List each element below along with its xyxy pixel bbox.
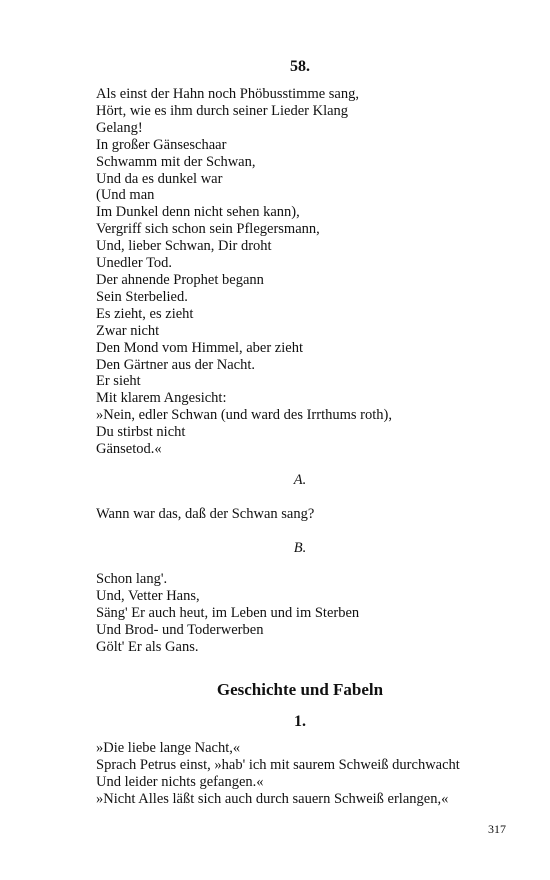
section-title: Geschichte und Fabeln bbox=[216, 680, 384, 699]
poem-line: Gelang! bbox=[96, 119, 143, 136]
poem-line: Zwar nicht bbox=[96, 322, 160, 339]
section-poem-line: »Die liebe lange Nacht,« bbox=[96, 740, 241, 756]
question-line-block bbox=[96, 506, 314, 523]
poem-line: Und, lieber Schwan, Dir droht bbox=[96, 238, 272, 255]
section-poem-line: »Nicht Alles läßt sich auch durch sauern Schweiß erlangen,« bbox=[96, 790, 449, 807]
page-number: 317 bbox=[488, 822, 506, 836]
answer-line: Schon lang'. bbox=[96, 571, 168, 587]
poem-line: Unedler Tod. bbox=[96, 255, 173, 272]
poem-line: Du stirbst nicht bbox=[96, 424, 186, 441]
poem-line: Er sieht bbox=[96, 373, 141, 390]
section-poem-lines bbox=[96, 740, 460, 808]
poem-line: Schwamm mit der Schwan, bbox=[96, 153, 256, 170]
poem-line: Im Dunkel denn nicht sehen kann), bbox=[96, 204, 300, 221]
answer-line: Gölt' Er als Gans. bbox=[96, 638, 199, 655]
poem-58-lines bbox=[96, 86, 392, 458]
answer-line: Säng' Er auch heut, im Leben und im Sterben bbox=[96, 604, 360, 621]
poem-number: 58. bbox=[290, 58, 310, 75]
poem-line: Vergriff sich schon sein Pflegersmann, bbox=[96, 221, 320, 238]
poem-line: Und da es dunkel war bbox=[96, 170, 223, 187]
poem-line: Gänsetod.« bbox=[96, 441, 162, 458]
answer-line: Und Brod- und Toderwerben bbox=[96, 621, 264, 638]
poem-line: Den Mond vom Himmel, aber zieht bbox=[96, 339, 303, 356]
poem-line: Es zieht, es zieht bbox=[96, 305, 194, 322]
poem-line: Hört, wie es ihm durch seiner Lieder Klang bbox=[96, 102, 349, 119]
poem-line: Mit klarem Angesicht: bbox=[96, 390, 227, 407]
section-poem-number: 1. bbox=[294, 713, 306, 730]
section-poem-line: Sprach Petrus einst, »hab' ich mit saurem Schweiß durchwacht bbox=[96, 756, 460, 773]
poem-line: Den Gärtner aus der Nacht. bbox=[96, 356, 256, 373]
poem-line: (Und man bbox=[96, 187, 155, 204]
poem-line: Als einst der Hahn noch Phöbusstimme sang, bbox=[96, 86, 359, 102]
speaker-b-label: B. bbox=[293, 540, 307, 556]
answer-line: Und, Vetter Hans, bbox=[96, 587, 200, 604]
question-line: Wann war das, daß der Schwan sang? bbox=[96, 506, 315, 522]
poem-line: »Nein, edler Schwan (und ward des Irrthums roth), bbox=[96, 407, 392, 424]
section-poem-line: Und leider nichts gefangen.« bbox=[96, 773, 264, 790]
answer-lines bbox=[96, 571, 359, 656]
poem-line: Sein Sterbelied. bbox=[96, 288, 188, 305]
poem-line: In großer Gänseschaar bbox=[96, 136, 227, 153]
poem-line: Der ahnende Prophet begann bbox=[96, 271, 264, 288]
speaker-a-label: A. bbox=[293, 472, 307, 488]
